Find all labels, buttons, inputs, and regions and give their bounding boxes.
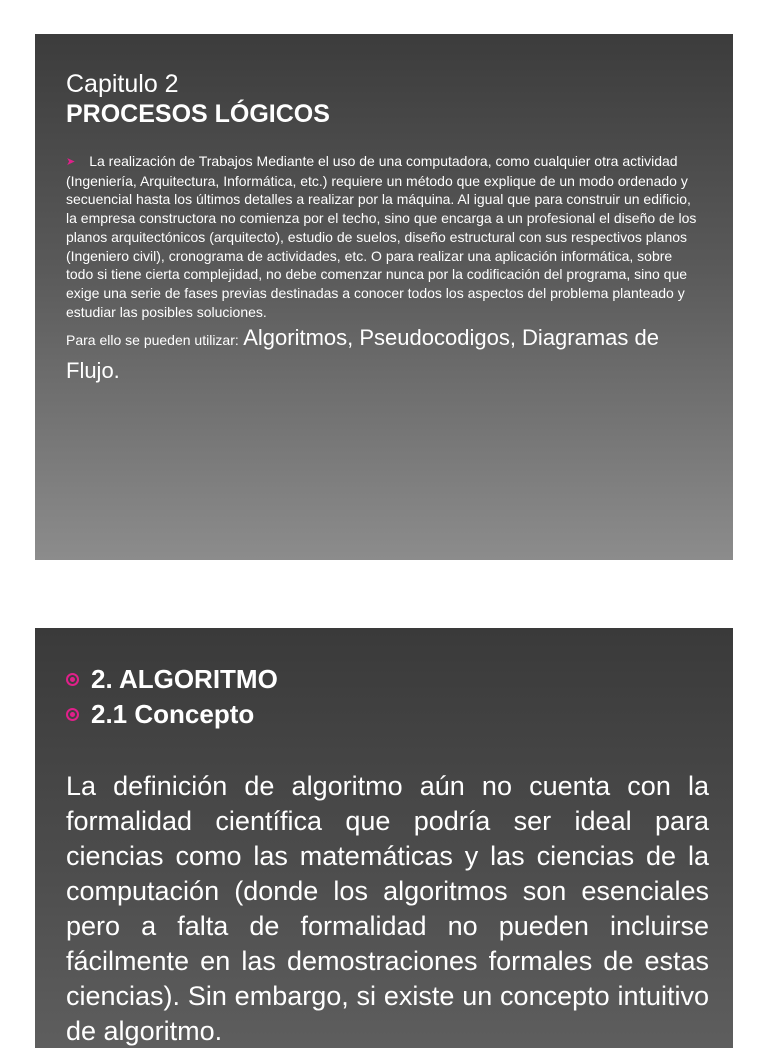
heading-concepto-text: 2.1 Concepto bbox=[91, 699, 255, 729]
heading-algoritmo bbox=[66, 662, 709, 697]
chapter-title: Capitulo 2 bbox=[66, 70, 179, 98]
methods-list: Algoritmos, Pseudocodigos, Diagramas de Flujo. bbox=[66, 325, 659, 384]
section-title: PROCESOS LÓGICOS bbox=[66, 100, 330, 128]
slide-procesos-logicos bbox=[35, 34, 733, 560]
radio-bullet-icon bbox=[66, 673, 79, 686]
definition-paragraph: La definición de algoritmo aún no cuenta con la formalidad científica que podría ser ideal para ciencias como las matemáticas y las ciencias de la computación (donde los algoritmos son esenciales pero a falta de formalidad no pueden incluirse fácilmente en las demostraciones formales de estas ciencias). Sin embargo, si existe un concepto intuitivo de algoritmo. bbox=[66, 771, 709, 1046]
slide-algoritmo bbox=[35, 628, 733, 1048]
arrow-bullet-icon: ➤ bbox=[66, 156, 76, 168]
paragraph-text: La realización de Trabajos Mediante el uso de una computadora, como cualquier otra actividad (Ingeniería, Arquitectura, Informática, etc.) requiere un método que explique de un modo ordenado y secuencial hasta los últimos detalles a realizar por la máquina. Al igual que para construir un edificio, la empresa constructora no comienza por el techo, sino que encarga a un profesional el diseño de los planos arquitectónicos (arquitecto), estudio de suelos, diseño estructural con sus respectivos planos (Ingeniero civil), cronograma de actividades, etc. O para realizar una aplicación informática, sobre todo si tiene cierta complejidad, no debe comenzar nunca por la codificación del programa, sino que exige una serie de fases previas destinadas a conocer todos los aspectos del problema planteado y estudiar las posibles soluciones. bbox=[66, 153, 697, 320]
methods-line bbox=[66, 323, 702, 389]
heading-algoritmo-text: 2. ALGORITMO bbox=[91, 664, 278, 694]
radio-bullet-icon bbox=[66, 708, 79, 721]
heading-concepto bbox=[66, 697, 709, 732]
methods-intro: Para ello se pueden utilizar: bbox=[66, 332, 239, 349]
body-paragraph bbox=[66, 152, 702, 321]
